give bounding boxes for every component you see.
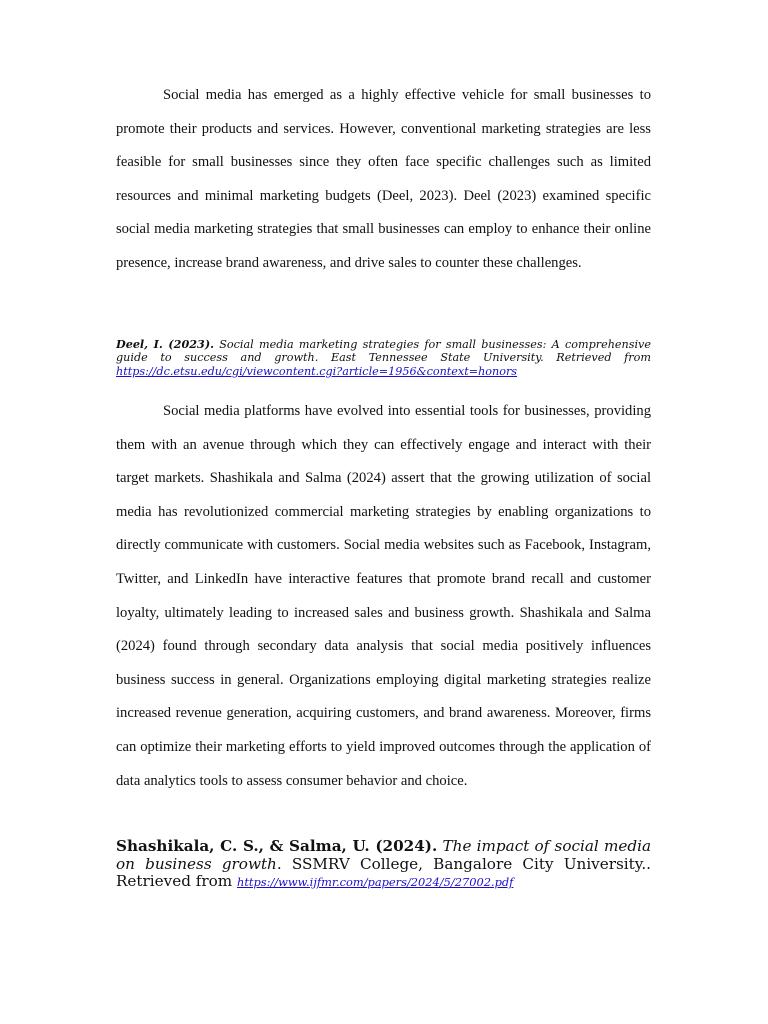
reference-deel [116,338,651,378]
reference-source: . SSMRV College, Bangalore City University.. Retrieved from [116,854,651,891]
reference-author: Deel, I. (2023). [116,337,215,351]
reference-title: The impact of social media on business growth [116,837,651,873]
reference-link[interactable]: https://dc.etsu.edu/cgi/viewcontent.cgi?article=1956&context=honors [116,364,518,378]
reference-author: Shashikala, C. S., & Salma, U. (2024). [116,837,438,855]
body-paragraph-2: Social media platforms have evolved into essential tools for businesses, providing them with an avenue through which they can effectively engage and interact with their target markets. Shashikala and Salma (2024) assert that the growing utilization of social media has revolutionized commercial marketing strategies by enabling organizations to directly communicate with customers. Social media websites such as Facebook, Instagram, Twitter, and LinkedIn have interactive features that promote brand recall and customer loyalty, ultimately leading to increased sales and business growth. Shashikala and Salma (2024) found through secondary data analysis that social media positively influences business success in general. Organizations employing digital marketing strategies realize increased revenue generation, acquiring customers, and brand awareness. Moreover, firms can optimize their marketing efforts to yield improved outcomes through the application of data analytics tools to assess consumer behavior and choice. [116,403,651,789]
reference-title: Social media marketing strategies for small businesses: A comprehensive guide to success and growth. [116,338,651,365]
body-paragraph-1: Social media has emerged as a highly effective vehicle for small businesses to promote their products and services. However, conventional marketing strategies are less feasible for small businesses since they often face specific challenges such as limited resources and minimal marketing budgets (Deel, 2023). Deel (2023) examined specific social media marketing strategies that small businesses can employ to enhance their online presence, increase brand awareness, and drive sales to counter these challenges. [116,87,651,271]
reference-source: East Tennessee State University. Retrieved from [318,351,651,365]
reference-shashikala [116,838,651,892]
reference-link[interactable]: https://www.ijfmr.com/papers/2024/5/27002.pdf [237,875,514,890]
